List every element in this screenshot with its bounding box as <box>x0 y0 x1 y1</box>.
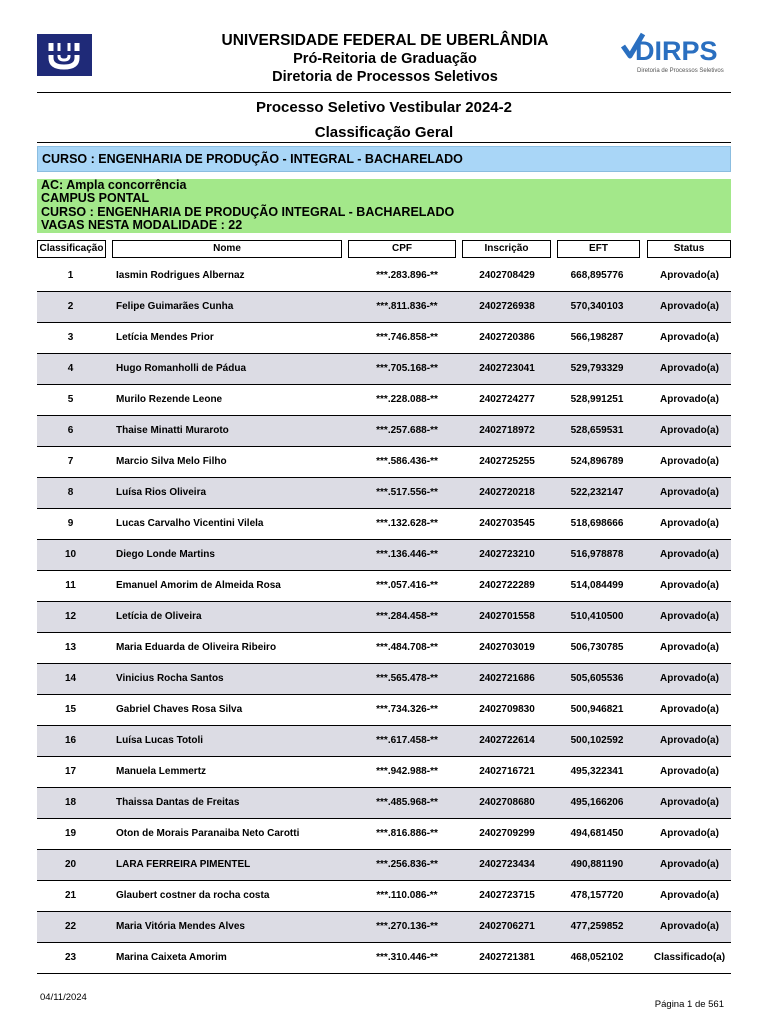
cell-status: Aprovado(a) <box>660 487 719 498</box>
dirps-logo-tagline: Diretoria de Processos Seletivos <box>637 68 724 74</box>
cell-inscricao: 2402723210 <box>479 549 535 560</box>
column-header-classificacao: Classificação <box>37 240 106 258</box>
cell-classificacao: 1 <box>67 270 74 281</box>
cell-nome: Manuela Lemmertz <box>116 766 207 777</box>
column-header-nome: Nome <box>112 240 342 258</box>
cell-classificacao: 19 <box>64 828 77 839</box>
cell-inscricao: 2402720386 <box>479 332 535 343</box>
cell-eft: 514,084499 <box>570 580 624 591</box>
table-row <box>37 695 731 726</box>
dirps-logo-text: DIRPS <box>635 36 718 66</box>
cell-nome: Marcio Silva Melo Filho <box>116 456 227 467</box>
cell-inscricao: 2402721686 <box>479 673 535 684</box>
cell-inscricao: 2402723715 <box>479 890 535 901</box>
cell-nome: Luísa Lucas Totoli <box>116 735 204 746</box>
cell-classificacao: 6 <box>67 425 74 436</box>
cell-cpf: ***.746.858-** <box>376 332 438 343</box>
cell-inscricao: 2402708429 <box>479 270 535 281</box>
cell-classificacao: 8 <box>67 487 74 498</box>
table-row <box>37 478 731 509</box>
cell-eft: 495,322341 <box>570 766 624 777</box>
cell-inscricao: 2402723041 <box>479 363 535 374</box>
modality-line-campus: CAMPUS PONTAL <box>41 191 150 206</box>
cell-nome: Hugo Romanholli de Pádua <box>116 363 247 374</box>
cell-status: Aprovado(a) <box>660 270 719 281</box>
table-row <box>37 943 731 974</box>
table-row <box>37 323 731 354</box>
cell-cpf: ***.484.708-** <box>376 642 438 653</box>
cell-eft: 494,681450 <box>570 828 624 839</box>
cell-classificacao: 2 <box>67 301 74 312</box>
modality-line-vacancies: VAGAS NESTA MODALIDADE : 22 <box>41 218 243 233</box>
cell-inscricao: 2402709299 <box>479 828 535 839</box>
cell-inscricao: 2402703019 <box>479 642 535 653</box>
cell-nome: Thaise Minatti Muraroto <box>116 425 229 436</box>
cell-nome: Glaubert costner da rocha costa <box>116 890 270 901</box>
cell-cpf: ***.132.628-** <box>376 518 438 529</box>
cell-classificacao: 3 <box>67 332 74 343</box>
table-row <box>37 540 731 571</box>
table-row <box>37 602 731 633</box>
cell-nome: Maria Vitória Mendes Alves <box>116 921 245 932</box>
cell-nome: Lucas Carvalho Vicentini Vilela <box>116 518 264 529</box>
cell-inscricao: 2402722614 <box>479 735 535 746</box>
cell-status: Aprovado(a) <box>660 766 719 777</box>
column-header-cpf: CPF <box>348 240 456 258</box>
cell-inscricao: 2402709830 <box>479 704 535 715</box>
cell-cpf: ***.617.458-** <box>376 735 438 746</box>
table-row <box>37 509 731 540</box>
document-header <box>37 30 733 92</box>
cell-cpf: ***.811.836-** <box>376 301 438 312</box>
cell-eft: 566,198287 <box>570 332 624 343</box>
cell-nome: Vinicius Rocha Santos <box>116 673 224 684</box>
university-name: UNIVERSIDADE FEDERAL DE UBERLÂNDIA <box>221 32 549 49</box>
cell-classificacao: 17 <box>64 766 77 777</box>
cell-nome: Luísa Rios Oliveira <box>116 487 207 498</box>
modality-box <box>37 179 731 233</box>
course-bar: CURSO : ENGENHARIA DE PRODUÇÃO - INTEGRAL - BACHARELADO <box>37 146 731 172</box>
table-row <box>37 292 731 323</box>
column-header-status: Status <box>647 240 731 258</box>
cell-status: Aprovado(a) <box>660 456 719 467</box>
cell-nome: Oton de Morais Paranaiba Neto Carotti <box>116 828 300 839</box>
cell-nome: Emanuel Amorim de Almeida Rosa <box>116 580 281 591</box>
cell-inscricao: 2402726938 <box>479 301 535 312</box>
cell-classificacao: 21 <box>64 890 77 901</box>
process-title: Processo Seletivo Vestibular 2024-2 <box>256 99 512 116</box>
cell-eft: 510,410500 <box>570 611 624 622</box>
cell-status: Classificado(a) <box>653 952 726 963</box>
cell-nome: Letícia Mendes Prior <box>116 332 214 343</box>
cell-classificacao: 22 <box>64 921 77 932</box>
table-row <box>37 633 731 664</box>
cell-status: Aprovado(a) <box>660 673 719 684</box>
dirps-logo <box>621 30 733 76</box>
cell-cpf: ***.057.416-** <box>376 580 438 591</box>
cell-nome: Felipe Guimarães Cunha <box>116 301 234 312</box>
cell-eft: 518,698666 <box>570 518 624 529</box>
cell-cpf: ***.517.556-** <box>376 487 438 498</box>
cell-classificacao: 20 <box>64 859 77 870</box>
cell-status: Aprovado(a) <box>660 704 719 715</box>
cell-nome: Thaissa Dantas de Freitas <box>116 797 240 808</box>
classification-table <box>37 261 731 974</box>
cell-status: Aprovado(a) <box>660 549 719 560</box>
table-row <box>37 757 731 788</box>
cell-cpf: ***.283.896-** <box>376 270 438 281</box>
footer-page-number: Página 1 de 561 <box>654 999 724 1010</box>
cell-classificacao: 9 <box>67 518 74 529</box>
cell-inscricao: 2402703545 <box>479 518 535 529</box>
cell-cpf: ***.734.326-** <box>376 704 438 715</box>
cell-cpf: ***.485.968-** <box>376 797 438 808</box>
table-row <box>37 664 731 695</box>
table-row <box>37 416 731 447</box>
title-divider <box>37 142 731 143</box>
cell-classificacao: 13 <box>64 642 77 653</box>
cell-cpf: ***.110.086-** <box>376 890 438 901</box>
cell-nome: Maria Eduarda de Oliveira Ribeiro <box>116 642 277 653</box>
cell-inscricao: 2402706271 <box>479 921 535 932</box>
classification-title: Classificação Geral <box>314 124 454 141</box>
cell-eft: 528,659531 <box>570 425 624 436</box>
cell-cpf: ***.942.988-** <box>376 766 438 777</box>
cell-cpf: ***.310.446-** <box>376 952 438 963</box>
cell-status: Aprovado(a) <box>660 301 719 312</box>
cell-classificacao: 4 <box>67 363 74 374</box>
cell-cpf: ***.270.136-** <box>376 921 438 932</box>
cell-cpf: ***.586.436-** <box>376 456 438 467</box>
cell-eft: 506,730785 <box>570 642 624 653</box>
cell-cpf: ***.565.478-** <box>376 673 438 684</box>
cell-eft: 529,793329 <box>570 363 624 374</box>
cell-eft: 505,605536 <box>570 673 624 684</box>
table-row <box>37 881 731 912</box>
table-row <box>37 850 731 881</box>
cell-eft: 495,166206 <box>570 797 624 808</box>
cell-classificacao: 7 <box>67 456 74 467</box>
cell-classificacao: 14 <box>64 673 77 684</box>
cell-eft: 468,052102 <box>570 952 624 963</box>
cell-eft: 477,259852 <box>570 921 624 932</box>
cell-eft: 570,340103 <box>570 301 624 312</box>
table-row <box>37 447 731 478</box>
table-row <box>37 726 731 757</box>
cell-eft: 528,991251 <box>570 394 624 405</box>
cell-classificacao: 12 <box>64 611 77 622</box>
column-header-eft: EFT <box>557 240 640 258</box>
cell-nome: Diego Londe Martins <box>116 549 215 560</box>
pro-rectory-name: Pró-Reitoria de Graduação <box>293 51 477 67</box>
table-row <box>37 385 731 416</box>
cell-cpf: ***.256.836-** <box>376 859 438 870</box>
cell-inscricao: 2402718972 <box>479 425 535 436</box>
cell-status: Aprovado(a) <box>660 363 719 374</box>
cell-inscricao: 2402708680 <box>479 797 535 808</box>
cell-inscricao: 2402720218 <box>479 487 535 498</box>
cell-cpf: ***.228.088-** <box>376 394 438 405</box>
table-row <box>37 788 731 819</box>
cell-nome: Letícia de Oliveira <box>116 611 202 622</box>
cell-eft: 522,232147 <box>570 487 624 498</box>
cell-cpf: ***.705.168-** <box>376 363 438 374</box>
cell-status: Aprovado(a) <box>660 425 719 436</box>
column-header-inscricao: Inscrição <box>462 240 551 258</box>
cell-eft: 524,896789 <box>570 456 624 467</box>
table-row <box>37 912 731 943</box>
cell-cpf: ***.257.688-** <box>376 425 438 436</box>
cell-status: Aprovado(a) <box>660 518 719 529</box>
cell-status: Aprovado(a) <box>660 394 719 405</box>
cell-cpf: ***.284.458-** <box>376 611 438 622</box>
cell-classificacao: 10 <box>64 549 77 560</box>
cell-status: Aprovado(a) <box>660 580 719 591</box>
cell-classificacao: 16 <box>64 735 77 746</box>
cell-classificacao: 15 <box>64 704 77 715</box>
table-row <box>37 261 731 292</box>
modality-line-quota: AC: Ampla concorrência <box>41 178 187 192</box>
cell-inscricao: 2402716721 <box>479 766 535 777</box>
cell-status: Aprovado(a) <box>660 890 719 901</box>
cell-eft: 478,157720 <box>570 890 624 901</box>
cell-eft: 668,895776 <box>570 270 624 281</box>
cell-eft: 516,978878 <box>570 549 624 560</box>
cell-nome: Murilo Rezende Leone <box>116 394 223 405</box>
cell-status: Aprovado(a) <box>660 797 719 808</box>
cell-inscricao: 2402722289 <box>479 580 535 591</box>
cell-status: Aprovado(a) <box>660 735 719 746</box>
cell-inscricao: 2402721381 <box>479 952 535 963</box>
cell-status: Aprovado(a) <box>660 611 719 622</box>
cell-classificacao: 23 <box>64 952 77 963</box>
cell-classificacao: 11 <box>65 580 76 591</box>
cell-cpf: ***.816.886-** <box>376 828 438 839</box>
cell-status: Aprovado(a) <box>660 921 719 932</box>
cell-nome: Gabriel Chaves Rosa Silva <box>116 704 243 715</box>
table-row <box>37 571 731 602</box>
cell-status: Aprovado(a) <box>660 828 719 839</box>
cell-inscricao: 2402725255 <box>479 456 535 467</box>
cell-classificacao: 18 <box>64 797 77 808</box>
table-row <box>37 354 731 385</box>
cell-eft: 500,102592 <box>570 735 624 746</box>
cell-status: Aprovado(a) <box>660 859 719 870</box>
cell-status: Aprovado(a) <box>660 642 719 653</box>
cell-nome: LARA FERREIRA PIMENTEL <box>116 859 251 870</box>
cell-inscricao: 2402723434 <box>479 859 535 870</box>
cell-classificacao: 5 <box>67 394 74 405</box>
cell-eft: 490,881190 <box>570 859 624 870</box>
modality-line-course: CURSO : ENGENHARIA DE PRODUÇÃO INTEGRAL - BACHARELADO <box>41 204 455 219</box>
cell-nome: Iasmin Rodrigues Albernaz <box>116 270 245 281</box>
cell-inscricao: 2402701558 <box>479 611 535 622</box>
cell-status: Aprovado(a) <box>660 332 719 343</box>
directorate-name: Diretoria de Processos Seletivos <box>272 69 498 85</box>
cell-inscricao: 2402724277 <box>479 394 535 405</box>
cell-cpf: ***.136.446-** <box>376 549 438 560</box>
cell-eft: 500,946821 <box>570 704 624 715</box>
cell-nome: Marina Caixeta Amorim <box>116 952 227 963</box>
footer-date: 04/11/2024 <box>40 992 87 1003</box>
header-divider <box>37 92 731 93</box>
table-row <box>37 819 731 850</box>
